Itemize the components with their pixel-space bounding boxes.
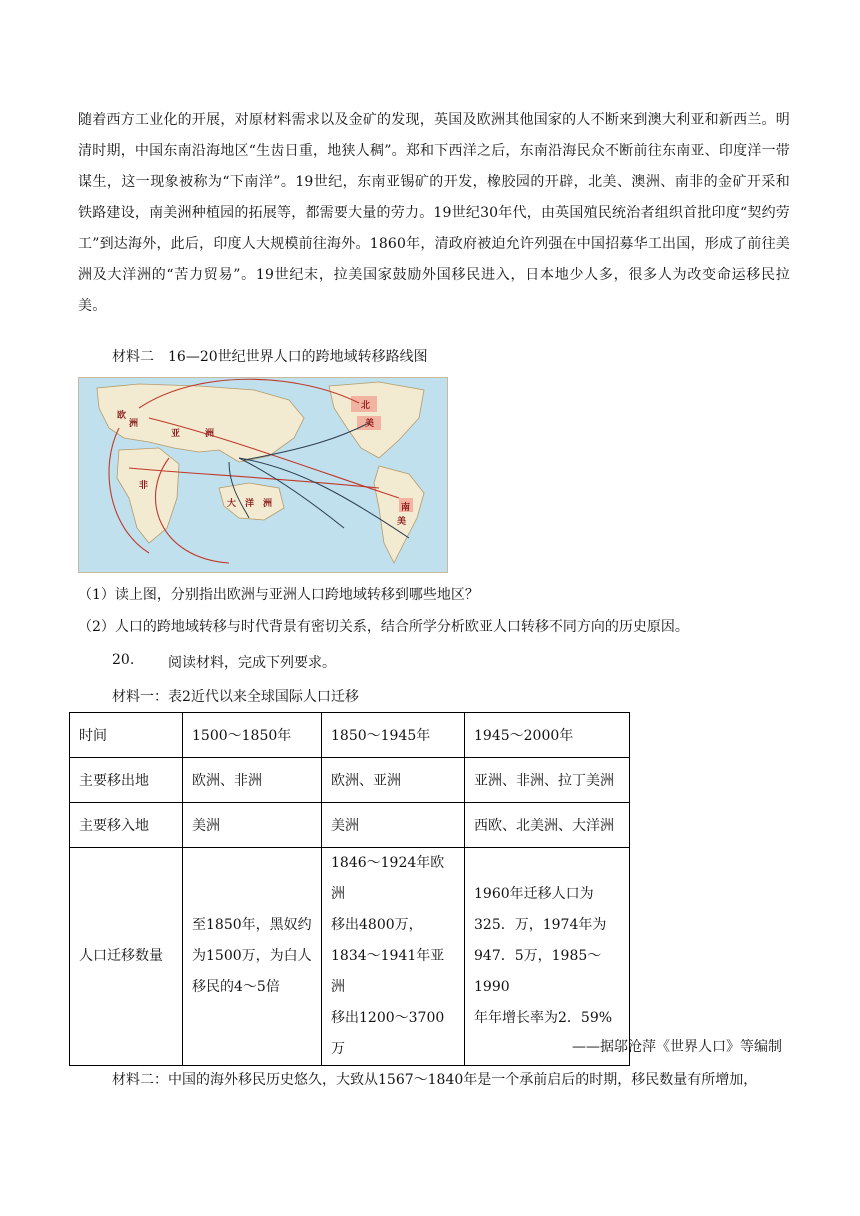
cell-line: 1846～1924年欧洲 xyxy=(331,855,445,902)
table-header-cell: 1945～2000年 xyxy=(465,713,630,758)
table-title: 材料一：表2近代以来全球国际人口迁移 xyxy=(112,689,359,705)
table-cell: 美洲 xyxy=(322,803,465,848)
map-label-oceania: 大 洋 洲 xyxy=(227,499,273,509)
table-cell xyxy=(322,848,465,1066)
migration-table xyxy=(69,712,630,1066)
table-cell: 美洲 xyxy=(183,803,322,848)
table-header-cell: 1850～1945年 xyxy=(322,713,465,758)
cell-line: 移出1200～3700万 xyxy=(331,1010,445,1057)
table-cell: 亚洲、非洲、拉丁美洲 xyxy=(465,758,630,803)
table-row xyxy=(70,803,630,848)
table-cell: 西欧、北美洲、大洋洲 xyxy=(465,803,630,848)
table-cell: 人口迁移数量 xyxy=(70,848,183,1066)
cell-line: 为1500万，为白人 xyxy=(192,948,312,964)
map-label-north-america: 北 xyxy=(361,401,371,411)
map-label-south-america-2: 美 xyxy=(397,517,407,527)
migration-route-map xyxy=(78,377,448,573)
cell-line: 1834～1941年亚洲 xyxy=(331,948,445,995)
table-cell: 欧洲、非洲 xyxy=(183,758,322,803)
table-header-row xyxy=(70,713,630,758)
map-label-europe-2: 洲 xyxy=(129,419,139,429)
table-header-cell: 时间 xyxy=(70,713,183,758)
q20-number: 20. xyxy=(112,652,135,668)
table-cell xyxy=(465,848,630,1066)
cell-line: 至1850年，黑奴约 xyxy=(192,917,312,933)
table-cell: 欧洲、亚洲 xyxy=(322,758,465,803)
map-label-asia-2: 洲 xyxy=(205,429,215,439)
table-cell: 主要移入地 xyxy=(70,803,183,848)
cell-line: 325．万，1974年为 xyxy=(474,917,607,933)
map-label-asia: 亚 xyxy=(171,429,181,439)
table-header-cell: 1500～1850年 xyxy=(183,713,322,758)
table-row xyxy=(70,848,630,1066)
map-label-north-america-2: 美 xyxy=(365,419,375,429)
cell-line: 移民的4～5倍 xyxy=(192,979,280,995)
cell-line: 移出4800万， xyxy=(331,917,423,933)
map-label-africa: 非 xyxy=(139,481,149,491)
cell-line: 947．5万，1985～1990 xyxy=(474,948,602,995)
material2-title: 材料二 16—20世纪世界人口的跨地域转移路线图 xyxy=(112,349,428,365)
table-cell xyxy=(183,848,322,1066)
intro-paragraph: 随着西方工业化的开展，对原材料需求以及金矿的发现，英国及欧洲其他国家的人不断来到澳大利亚和新西兰。明清时期，中国东南沿海地区“生齿日重，地狭人稠”。郑和下西洋之后，东南沿海民众不断前往东南亚、印度洋一带谋生，这一现象被称为“下南洋”。19世纪，东南亚锡矿的开发，橡胶园的开辟，北美、澳洲、南非的金矿开采和铁路建设，南美洲种植园的拓展等，都需要大量的劳力。19世纪30年代，由英国殖民统治者组织首批印度“契约劳工”到达海外，此后，印度人大规模前往海外。1860年，清政府被迫允许列强在中国招募华工出国，形成了前往美洲及大洋洲的“苦力贸易”。19世纪末，拉美国家鼓励外国移民进入，日本地少人多，很多人为改变命运移民拉美。 xyxy=(78,112,790,314)
table-row xyxy=(70,758,630,803)
table-cell: 主要移出地 xyxy=(70,758,183,803)
q20-instruction: 阅读材料，完成下列要求。 xyxy=(168,655,336,671)
map-label-europe: 欧 xyxy=(117,411,127,421)
cell-line: 1960年迁移人口为 xyxy=(474,886,594,902)
question-2: （2）人口的跨地域转移与时代背景有密切关系，结合所学分析欧亚人口转移不同方向的历史原因。 xyxy=(78,619,689,635)
material2-text: 材料二：中国的海外移民历史悠久，大致从1567～1840年是一个承前启后的时期，移民数量有所增加， xyxy=(112,1072,758,1088)
question-1: （1）读上图，分别指出欧洲与亚洲人口跨地域转移到哪些地区？ xyxy=(78,587,479,603)
source-citation: ——据邬沧萍《世界人口》等编制 xyxy=(572,1039,782,1055)
map-label-south-america: 南 xyxy=(401,503,411,513)
cell-line: 年年增长率为2．59% xyxy=(474,1010,613,1026)
